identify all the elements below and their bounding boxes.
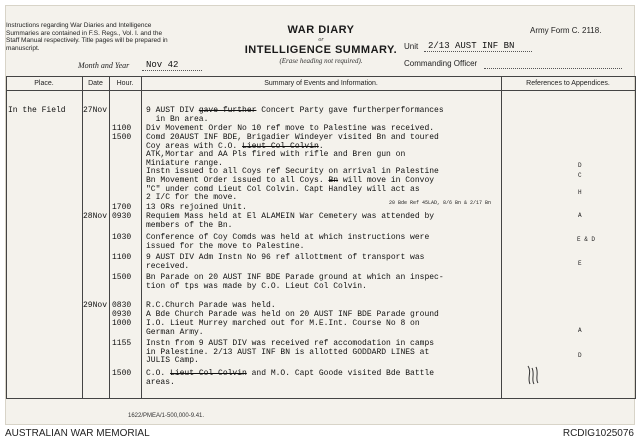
footer-record-id: RCDIG1025076 <box>562 428 634 439</box>
war-diary-sheet <box>5 5 635 425</box>
col-rule-3 <box>141 76 142 398</box>
col-header-references: References to Appendices. <box>526 80 610 87</box>
col-rule-5 <box>635 76 636 398</box>
appendix-ref: E & D <box>577 236 596 243</box>
entry-text: Bn Parade on 20 AUST INF BDE Parade ground at which an inspec- tion of tps was made by C.O. Lieut Col Colvin. <box>146 273 444 291</box>
col-header-date: Date <box>88 80 103 87</box>
entry-text: Div Movement Order No 10 ref move to Palestine was received. <box>146 124 435 133</box>
month-year-value: Nov 42 <box>146 60 179 70</box>
hour-entry: 0930 <box>112 310 132 319</box>
unit-value: 2/13 AUST INF BN <box>428 41 515 51</box>
date-entry: 27Nov <box>83 106 108 115</box>
entry-text: 13 ORs rejoined Unit. <box>146 203 247 212</box>
date-entry: 29Nov <box>83 301 108 310</box>
title-intelligence-summary: INTELLIGENCE SUMMARY. <box>244 44 398 56</box>
col-rule-1 <box>82 76 83 398</box>
appendix-ref: H <box>578 189 582 196</box>
entry-text: 9 AUST DIV gave further Concert Party gave furtherperformances in Bn area. <box>146 106 444 124</box>
entry-text: Conference of Coy Comds was held at which instructions were issued for the move to Palestine. <box>146 233 430 251</box>
hour-entry: 1100 <box>112 253 132 262</box>
col-header-hour: Hour. <box>116 80 134 87</box>
entry-text: R.C.Church Parade was held. <box>146 301 276 310</box>
table-top-rule <box>6 76 636 77</box>
month-year-label: Month and Year <box>78 61 130 70</box>
hour-entry: 0930 <box>112 212 132 221</box>
entry-text: I.O. Lieut Murrey marched out for M.E.Int. Course No 8 on German Army. <box>146 319 420 337</box>
date-entry: 28Nov <box>83 212 108 221</box>
title-note: (Erase heading not required). <box>279 57 363 65</box>
col-header-place: Place. <box>34 80 54 87</box>
entry-text: C.O. Lieut Col Colvin and M.O. Capt Goode visited Bde Battle areas. <box>146 369 435 387</box>
hour-entry: 1700 <box>112 203 132 212</box>
place-entry: In the Field <box>8 106 66 115</box>
hour-entry: 1000 <box>112 319 132 328</box>
appendix-ref: C <box>578 172 582 179</box>
entry-text: Requiem Mass held at El ALAMEIN War Cemetery was attended by members of the Bn. <box>146 212 435 230</box>
margin-annotation: 20 Bde Ref 45LAD, 8/6 Bn & 2/17 Bn <box>389 200 492 206</box>
appendix-ref: A <box>578 327 582 334</box>
month-year-line <box>142 70 202 71</box>
entry-text: 9 AUST DIV Adm Instn No 96 ref allottment of transport was received. <box>146 253 425 271</box>
print-reference: 1622/PMEA/1-500,000-9.41. <box>128 413 205 419</box>
hour-entry: 1100 <box>112 124 132 133</box>
col-rule-4 <box>501 76 502 398</box>
signature-initials <box>526 364 540 386</box>
diary-table <box>6 76 636 398</box>
table-bottom-rule <box>6 398 636 399</box>
army-form-number: Army Form C. 2118. <box>530 26 602 35</box>
hour-entry: 1500 <box>112 369 132 378</box>
footer-institution: AUSTRALIAN WAR MEMORIAL <box>5 428 150 439</box>
unit-dotted-line <box>424 51 532 52</box>
col-header-summary: Summary of Events and Information. <box>264 80 378 87</box>
title-or: or <box>318 37 324 43</box>
hour-entry: 1030 <box>112 233 132 242</box>
table-header-rule <box>6 90 636 91</box>
appendix-ref: E <box>578 260 582 267</box>
appendix-ref: D <box>578 162 582 169</box>
hour-entry: 1155 <box>112 339 132 348</box>
entry-text: Instn from 9 AUST DIV was received ref accomodation in camps in Palestine. 2/13 AUST INF BN is allotted GODDARD LINES at JULIS Camp. <box>146 339 435 366</box>
title-war-diary: WAR DIARY <box>287 24 355 36</box>
unit-label: Unit <box>404 42 419 51</box>
hour-entry: 1500 <box>112 273 132 282</box>
commanding-officer-label: Commanding Officer <box>404 59 478 68</box>
instructions-note: Instructions regarding War Diaries and Intelligence Summaries are contained in F.S. Regs., Vol. I. and the Staff Manual respectively. Title pages will be prepared in manuscript. <box>6 22 168 52</box>
col-rule-0 <box>6 76 7 398</box>
col-rule-2 <box>109 76 110 398</box>
entry-text: Comd 20AUST INF BDE, Brigadier Windeyer visited Bn and toured Coy areas with C.O. Lieut Col Colvin. ATK,Mortar and AA Pls fired with rifle and Bren gun on Miniature range. Instn issued to all Coys ref Security on arrival in Palestine Bn Movement Order issued to all Coys. Bn will move in Convoy "C" under comd Lieut Col Colvin. Capt Handley will act as 2 I/C for the move. <box>146 133 439 203</box>
entry-text: A Bde Church Parade was held on 20 AUST INF BDE Parade ground <box>146 310 439 319</box>
appendix-ref: D <box>578 352 582 359</box>
commanding-officer-line <box>484 68 622 69</box>
appendix-ref: A <box>578 212 582 219</box>
hour-entry: 0830 <box>112 301 132 310</box>
hour-entry: 1500 <box>112 133 132 142</box>
